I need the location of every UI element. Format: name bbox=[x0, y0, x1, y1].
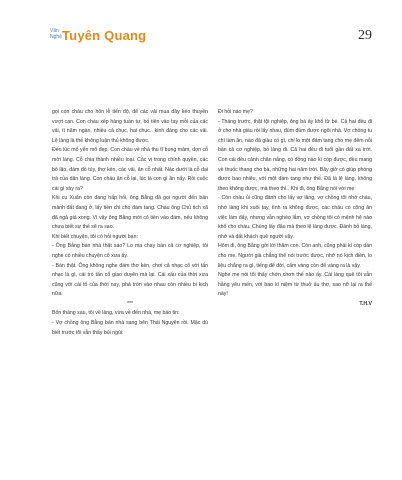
paragraph: - Tháng trước, thật tội nghiệp, ông bà ấy khổ từ bé. Cả hai đều đi ở cho nhà giàu rồi lấy nhau, đùm đùm được ngôi nhà. Vợ chồng tu chí làm ăn, nào đã giàu có gì, chỉ lo một đám tang cho mẹ đẻm nỗi bán cả cơ nghiệp, bỏ làng đi. Cả hai đều đi tuổi gần đất xa trời. Con cái đều cảnh chân nắng, có đồng nào kì cóp được, đều mang về thuốc thang cho bà, những hai năm trời. Bây giờ có giúp phòng được bao nhiêu, với một đám tang như thế. Đã là lệ làng, không theo không được, mà theo thì.. Khi đi, ông Bằng nói với mẹ: bbox=[218, 118, 372, 192]
paragraph: - Vợ chồng ông Bằng bán nhà sang bên Thái Nguyên rồi. Mặc dù biết trước tôi vẫn thấy bùi ngùi: bbox=[52, 320, 208, 336]
paragraph: Đi hỏi nào mẹ? bbox=[218, 109, 253, 115]
masthead-small-label-2: Nghệ bbox=[50, 34, 62, 40]
left-column bbox=[52, 108, 208, 338]
paragraph: Hôm đi, ông Bằng gởi lời thăm con. Còn anh, cũng phải kí cóp dần cho mẹ. Người già chẳng thể nói trước được, nhớ nó kịch điền, lo liệu chẳng ra gì, tiếng để đời, cẩm vàng còn để vàng ra là vậy. bbox=[218, 243, 372, 269]
paragraph: - Ông Bằng bán nhà thật sao? Lo ma chay bán cả cơ nghiệp, tôi nghe có nhiều chuyện cổ xưa ấy. bbox=[52, 243, 208, 259]
section-separator: *** bbox=[126, 300, 134, 307]
masthead-title: Tuyên Quang bbox=[62, 28, 147, 43]
page-number: 29 bbox=[358, 28, 372, 43]
author-signature: T.H.V bbox=[359, 300, 372, 307]
paragraph: Đến lúc mổ yến mổ đẹp. Con cháu về nhà thu tĩ bung mâm, dọn cỗ mời làng. Cỗ chia thành nhiều loại. Các vị trong chính quyền, các bô lão, đám đồ túy, thợ kèn, các vải, ăn cỗ nhất. Nác dưới là cỗ dại trà của dân làng. Con cháu ăn cỗ lại, lúc là con gì ăn nấy. Rồi cuộc cái gì xảy ra? bbox=[52, 147, 208, 192]
masthead-small-label-1: Văn bbox=[50, 28, 59, 34]
paragraph: Bốn tháng sau, tôi về làng, vừa về đến nhà, mẹ báo tin: bbox=[52, 310, 180, 317]
paragraph: - Bán thật. Ông không nghe đám thợ kèn, chơi cả nhạc cổ với tấn nhạc là gì, cái trò tấn cổ giao duyên mà lại. Cái xấu của thời xưa cũng với cái tổ của thời nay, phá tròn vào nhau còn nhiều bi kịch nữa. bbox=[52, 262, 208, 298]
paragraph: - Còn chảu ủi cũng đành cho lấy vợ lăng, vợ chồng tôi nhớ cháu, nhớ làng khi xuôi tay, tình ra không được, các cháu có cộng ăn việc làm đấy, nhưng vẫn nghèo lắm, vợ chồng tôi có mệnh hệ nào khổ cho cháu. Chúng lấy đâu mà theo lệ làng được. Đành bỏ làng, nhớ và đất khách quê người vậy. bbox=[218, 195, 372, 240]
paragraph: Khi biết chuyện, tôi có hỏi người bạn: bbox=[52, 233, 138, 240]
paragraph: Khi cụ Xuân còn đang hấp hối, ông Bằng đã gọi người đến bán mảnh đất đang ở, lấy tiền chi cho đám tang. Chàu ông Chủ tịch xã đã ngả giá xong. Vì vậy ông Bằng mới có tiền vào đám, nếu không chưa biết sự thế sẽ ra sao. bbox=[52, 195, 208, 231]
paragraph: gọi con cháu cho hôn lễ tiến độ, để các vải mua đây kéo thuyền vượt cạn. Con cháu xếp hàng tuần tự, bố tiên vào tay mỗi của các vải, ít năm ngàn, nhiều cả chục, hai chục.. kinh đáng cho các vải. Lệ làng là thế không luận thủ không được. bbox=[52, 109, 208, 144]
right-column bbox=[218, 108, 372, 309]
paragraph: Nghe mẹ nói tôi thấy chớn chơn thế nào ấy. Cái làng quê tôi vẫn hằng yêu mến, với bao kí niệm từ thuở ấu thơ, sao nỡ lại ra thế này! bbox=[218, 272, 372, 298]
